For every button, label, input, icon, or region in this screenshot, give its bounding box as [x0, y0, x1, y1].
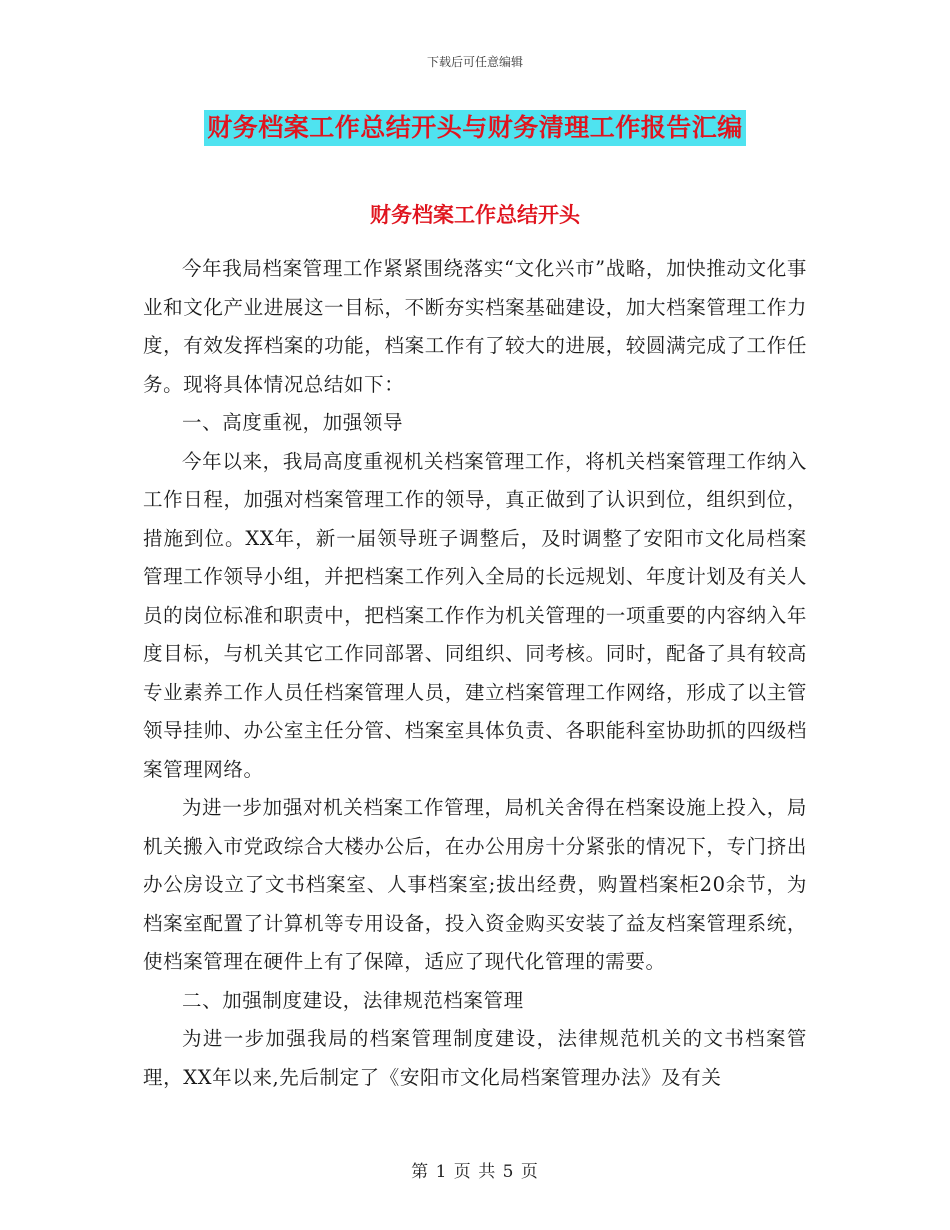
- paragraph-facilities: 为进一步加强对机关档案工作管理，局机关舍得在档案设施上投入，局机关搬入市党政综合大楼办公后，在办公用房十分紧张的情况下，专门挤出办公房设立了文书档案室、人事档案室;拔出经费，购置档案柜20余节，为档案室配置了计算机等专用设备，投入资金购买安装了益友档案管理系统，使档案管理在硬件上有了保障，适应了现代化管理的需要。: [143, 796, 807, 973]
- paragraph-intro: 今年我局档案管理工作紧紧围绕落实“文化兴市”战略，加快推动文化事业和文化产业进展这一目标，不断夯实档案基础建设，加大档案管理工作力度，有效发挥档案的功能，档案工作有了较大的进展，较圆满完成了工作任务。现将具体情况总结如下：: [143, 257, 807, 396]
- main-title: 财务档案工作总结开头与财务清理工作报告汇编: [204, 110, 746, 146]
- document-body: [143, 250, 807, 1097]
- page-number: 第 1 页 共 5 页: [411, 1162, 539, 1182]
- paragraph-leadership: 今年以来，我局高度重视机关档案管理工作，将机关档案管理工作纳入工作日程，加强对档案管理工作的领导，真正做到了认识到位，组织到位，措施到位。XX年，新一届领导班子调整后，及时调整了安阳市文化局档案管理工作领导小组，并把档案工作列入全局的长远规划、年度计划及有关人员的岗位标准和职责中，把档案工作作为机关管理的一项重要的内容纳入年度目标，与机关其它工作同部署、同组织、同考核。同时，配备了具有较高专业素养工作人员任档案管理人员，建立档案管理工作网络，形成了以主管领导挂帅、办公室主任分管、档案室具体负责、各职能科室协助抓的四级档案管理网络。: [143, 449, 807, 781]
- heading-one: 一、高度重视，加强领导: [182, 411, 404, 434]
- paragraph-regulations: 为进一步加强我局的档案管理制度建设，法律规范机关的文书档案管理，XX年以来,先后制定了《安阳市文化局档案管理办法》及有关: [143, 1027, 807, 1089]
- main-title-container: [0, 110, 950, 146]
- section-title: 财务档案工作总结开头: [370, 202, 580, 227]
- page-header-note: 下载后可任意编辑: [426, 55, 523, 69]
- heading-two: 二、加强制度建设，法律规范档案管理: [182, 988, 524, 1012]
